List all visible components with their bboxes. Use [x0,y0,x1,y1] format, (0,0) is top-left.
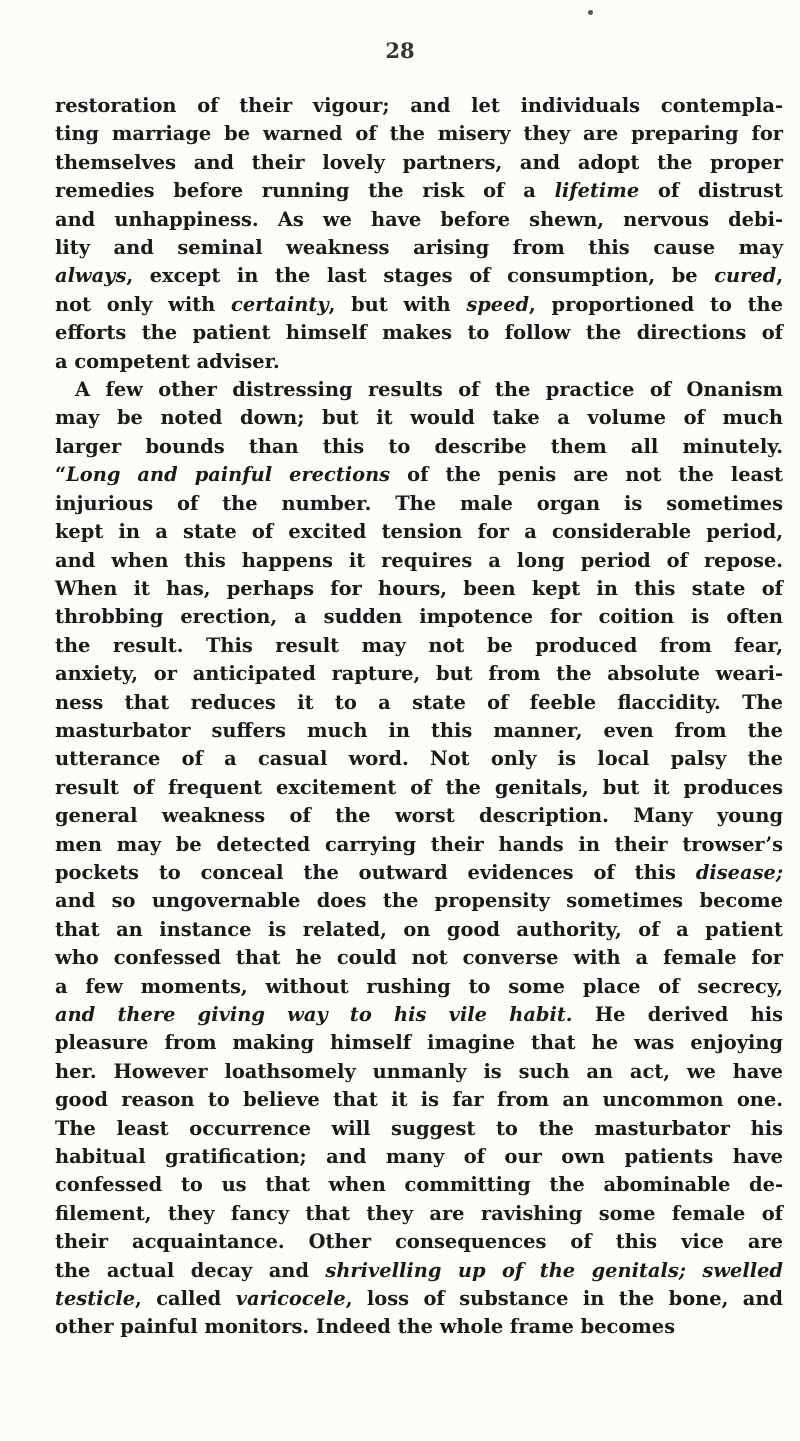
text-run: utterance of a casual word. Not only is local palsy the [55,747,783,771]
text-run: , [776,264,783,288]
text-line [55,92,783,120]
text-run: , loss of substance in the bone, and [345,1287,783,1311]
text-run: men may be detected carrying their hands in their trowser’s [55,832,783,856]
text-line [55,433,783,461]
text-run: of distrust [639,179,784,203]
text-run: , called [135,1287,236,1311]
italic-run: shrivelling up of the genitals; swelled [325,1258,783,1282]
text-line [55,490,783,518]
text-run: their acquaintance. Other consequences of this vice are [55,1230,783,1254]
text-line [55,802,783,830]
text-line [55,149,783,177]
text-run: not only with [55,292,232,316]
text-run: filement, they fancy that they are ravishing some female of [55,1201,783,1225]
text-line [55,1143,783,1171]
text-line [55,234,783,262]
text-line [55,1313,783,1341]
text-run: restoration of their vigour; and let individuals contempla- [55,94,783,117]
text-run: a competent adviser. [55,349,280,373]
text-run: , except in the last stages of consumption, be [126,264,715,288]
italic-run: testicle [55,1287,136,1311]
italic-run: varicocele [235,1287,346,1311]
text-run: good reason to believe that it is far from an uncommon one. [55,1088,783,1112]
text-line [55,376,783,404]
text-run: A few other distressing results of the practice of Onanism [75,378,783,402]
text-run: and unhappiness. As we have before shewn, nervous debi- [55,207,783,231]
text-line [55,518,783,546]
body-text [55,92,783,1342]
text-run: and so ungovernable does the propensity sometimes become [55,889,783,913]
ink-speck [588,10,593,15]
text-line [55,1200,783,1228]
text-run: “ [55,463,67,487]
text-line [55,461,783,489]
text-run: ness that reduces it to a state of feeble flaccidity. The [55,690,783,714]
text-run: of the penis are not the least [390,463,783,487]
italic-run: certainty [231,292,329,316]
italic-run: and there giving way to his vile habit. [55,1003,573,1026]
text-line [55,916,783,944]
text-line [55,603,783,631]
text-line [55,859,783,887]
text-run: confessed to us that when committing the abominable de- [55,1173,783,1197]
text-line [55,1058,783,1086]
text-line [55,660,783,688]
italic-run: disease; [695,860,783,884]
text-run: may be noted down; but it would take a volume of much [55,406,783,430]
text-run: result of frequent excitement of the genitals, but it produces [55,775,783,799]
italic-run: Long and painful erections [66,463,391,487]
text-line [55,717,783,745]
text-line [55,575,783,603]
italic-run: cured [714,264,777,288]
text-run: The least occurrence will suggest to the masturbator his [55,1116,783,1140]
text-line [55,1001,783,1029]
text-run: injurious of the number. The male organ is sometimes [55,491,783,515]
text-line [55,944,783,972]
text-run: remedies before running the risk of a [55,179,555,203]
text-line [55,404,783,432]
text-run: When it has, perhaps for hours, been kept in this state of [55,576,783,600]
text-line [55,774,783,802]
text-run: ting marriage be warned of the misery they are preparing for [55,122,783,146]
text-run: pleasure from making himself imagine that he was enjoying [55,1031,783,1055]
text-run: , but with [328,292,467,316]
text-line [55,1115,783,1143]
text-line [55,177,783,205]
text-run: kept in a state of excited tension for a considerable period, [55,520,783,544]
text-run: the result. This result may not be produced from fear, [55,633,783,657]
text-run: larger bounds than this to describe them all minutely. [55,434,783,458]
text-line [55,1257,783,1285]
text-line [55,547,783,575]
text-run: a few moments, without rushing to some place of secrecy, [55,974,783,998]
text-line [55,1086,783,1114]
text-run: general weakness of the worst description. Many young [55,804,783,828]
text-line [55,262,783,290]
text-line [55,973,783,1001]
text-run: lity and seminal weakness arising from this cause may [55,236,783,260]
text-run: themselves and their lovely partners, and adopt the proper [55,150,783,174]
text-run: pockets to conceal the outward evidences of this [55,860,696,884]
text-line [55,1029,783,1057]
text-line [55,348,783,376]
text-line [55,887,783,915]
text-line [55,291,783,319]
text-run: masturbator suffers much in this manner, even from the [55,718,783,742]
text-line [55,1228,783,1256]
text-run: other painful monitors. Indeed the whole frame becomes [55,1315,676,1339]
text-run: , proportioned to the [529,292,783,316]
text-line [55,632,783,660]
text-line [55,120,783,148]
text-run: habitual gratification; and many of our own patients have [55,1145,783,1169]
text-line [55,1285,783,1313]
text-run: efforts the patient himself makes to follow the directions of [55,321,783,345]
text-run: that an instance is related, on good authority, of a patient [55,917,783,941]
italic-run: lifetime [554,179,640,203]
page-number: 28 [385,38,415,63]
italic-run: speed [466,292,530,316]
text-line [55,745,783,773]
text-run: who confessed that he could not converse with a female for [55,946,783,970]
text-line [55,1171,783,1199]
text-run: her. However loathsomely unmanly is such an act, we have [55,1059,783,1083]
italic-run: always [55,264,127,288]
text-run: the actual decay and [55,1258,326,1282]
text-line [55,831,783,859]
text-run: throbbing erection, a sudden impotence for coition is often [55,605,783,629]
text-line [55,689,783,717]
text-run: and when this happens it requires a long period of repose. [55,548,783,572]
text-run: anxiety, or anticipated rapture, but from the absolute weari- [55,662,783,686]
text-run: He derived his [572,1003,783,1026]
text-line [55,319,783,347]
text-line [55,206,783,234]
